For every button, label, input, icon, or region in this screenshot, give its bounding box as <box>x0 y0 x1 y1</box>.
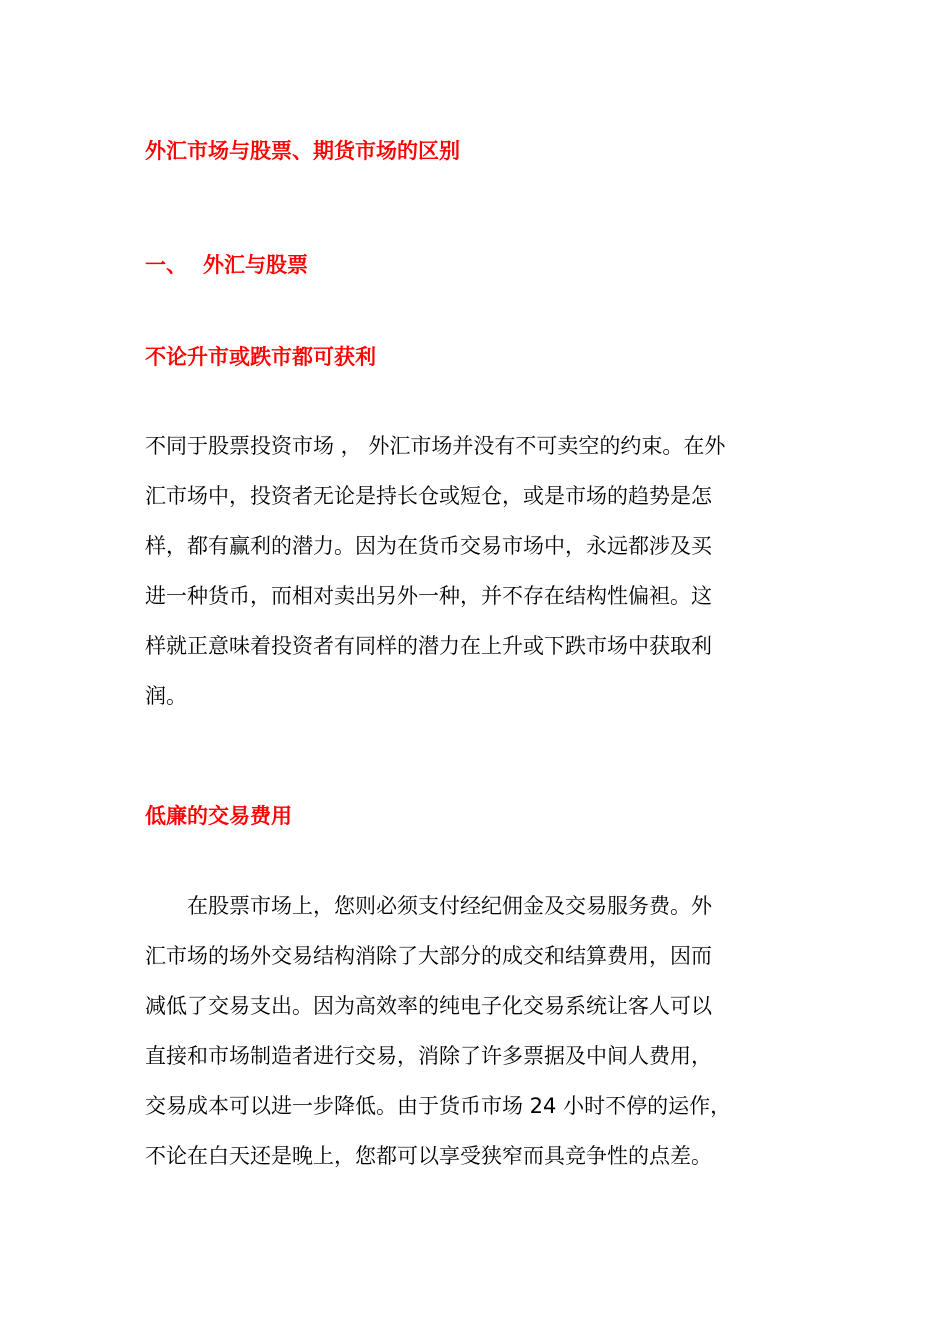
paragraph-line: 直接和市场制造者进行交易，消除了许多票据及中间人费用， <box>145 1044 712 1068</box>
paragraph-1 <box>145 421 825 721</box>
subsection-heading-1: 不论升市或跌市都可获利 <box>145 345 376 369</box>
paragraph-line: 在股票市场上，您则必须支付经纪佣金及交易服务费。外 <box>145 894 712 918</box>
paragraph-line: 汇市场中，投资者无论是持长仓或短仓，或是市场的趋势是怎 <box>145 484 712 508</box>
paragraph-line: 不论在白天还是晚上，您都可以享受狭窄而具竞争性的点差。 <box>145 1144 712 1168</box>
paragraph-line: 样，都有赢利的潜力。因为在货币交易市场中，永远都涉及买 <box>145 534 712 558</box>
section-heading-1 <box>145 250 308 280</box>
paragraph-line: 不同于股票投资市场 ， 外汇市场并没有不可卖空的约束。在外 <box>145 434 726 458</box>
section-heading-text: 外汇与股票 <box>203 253 308 277</box>
paragraph-line: 减低了交易支出。因为高效率的纯电子化交易系统让客人可以 <box>145 994 712 1018</box>
paragraph-line: 样就正意味着投资者有同样的潜力在上升或下跌市场中获取利 <box>145 634 712 658</box>
paragraph-line: 交易成本可以进一步降低。由于货币市场 24 小时不停的运作， <box>145 1094 732 1118</box>
paragraph-2 <box>145 881 825 1181</box>
document-title: 外汇市场与股票、期货市场的区别 <box>145 139 460 163</box>
paragraph-line: 汇市场的场外交易结构消除了大部分的成交和结算费用，因而 <box>145 944 712 968</box>
paragraph-line: 进一种货币，而相对卖出另外一种，并不存在结构性偏袒。这 <box>145 584 712 608</box>
section-number: 一、 <box>145 253 187 277</box>
paragraph-line: 润。 <box>145 684 187 708</box>
subsection-heading-2: 低廉的交易费用 <box>145 804 292 828</box>
